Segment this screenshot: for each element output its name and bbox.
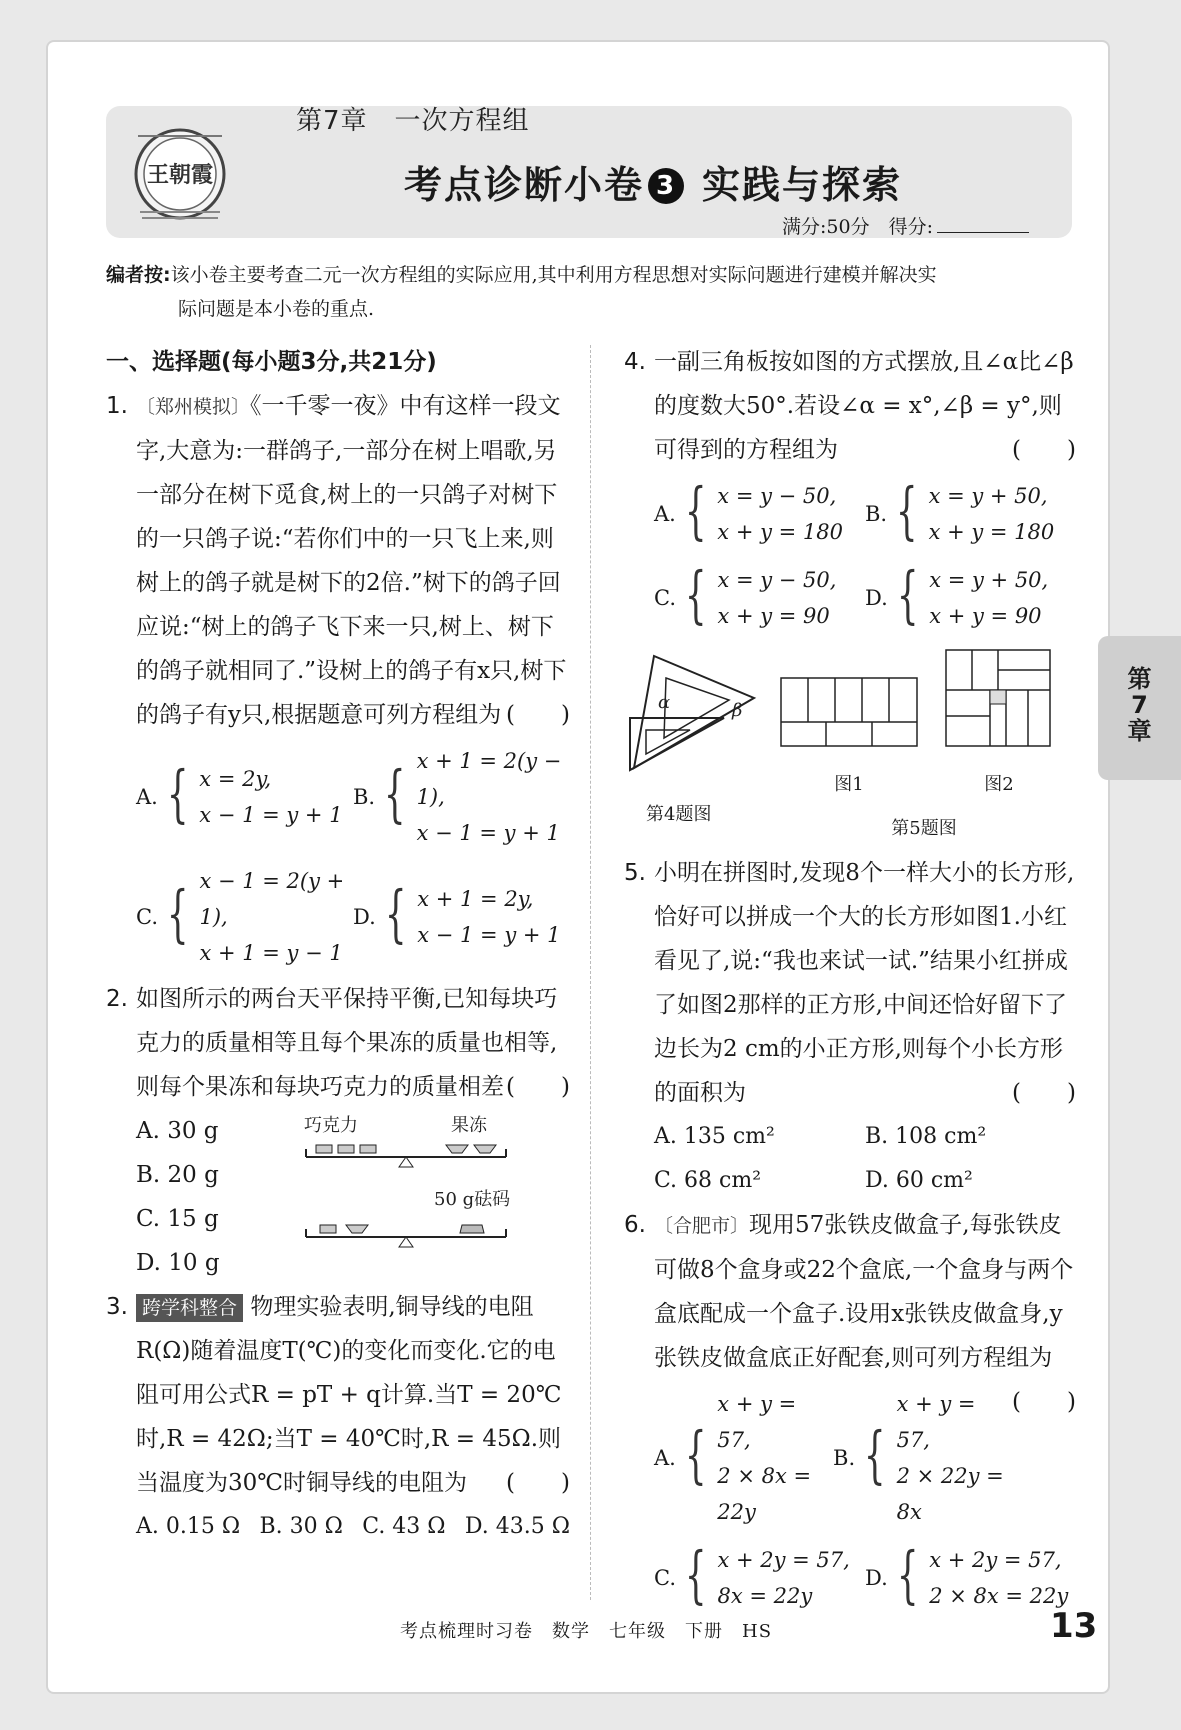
q6-c-label: C. [654,1566,676,1590]
fig1-label: 图1 [834,774,864,795]
section-heading: 一、选择题(每小题3分,共21分) [106,349,437,375]
triangle-figure [624,648,764,778]
q6-option-b[interactable]: B. { x + y = 57, 2 × 22y = 8x [833,1386,1012,1530]
q1-text: 《一千零一夜》中有这样一段文字,大意为:一群鸽子,一部分在树上唱歌,另一部分在树下觅食,树上的一只鸽子对树下的一只鸽子说:“若你们中的一只飞上来,则树上的鸽子就是树下的2倍.”树下的鸽子回应说:“树上的鸽子飞下来一只,树上、树下的鸽子就相同了.”设树上的鸽子有x只,树下的鸽子有y只,根据题意可列方程组为 [136,393,567,728]
side-tab-line1: 第 [1127,665,1152,693]
q3-answer-paren[interactable]: ( ) [506,1470,570,1496]
q6-d-eq1: x + 2y = 57, [929,1548,1062,1572]
q1-c-eq1: x − 1 = 2(y + 1), [199,869,345,929]
q5-option-d[interactable]: D. 60 cm² [865,1168,973,1193]
q1-c-eq2: x + 1 = y − 1 [199,941,343,965]
balance-figure [286,1109,556,1279]
question-4 [624,340,1076,640]
q5-option-a[interactable]: A. 135 cm² [654,1124,775,1149]
q4-c-label: C. [654,586,676,610]
q6-option-a[interactable]: A. { x + y = 57, 2 × 8x = 22y [654,1386,833,1530]
title-number: 3 [648,168,684,204]
figures-row [624,648,1076,851]
beta-label: β [732,700,743,721]
q4-a-eq1: x = y − 50, [717,484,837,508]
left-column [106,340,570,1549]
title-suffix: 实践与探索 [702,163,903,207]
fig2-label: 图2 [984,774,1014,795]
q6-c-eq2: 8x = 22y [717,1584,813,1608]
q1-option-c[interactable]: C. { x − 1 = 2(y + 1), x + 1 = y − 1 [136,863,353,971]
q6-answer-paren[interactable]: ( ) [1012,1389,1076,1415]
q6-c-eq1: x + 2y = 57, [717,1548,850,1572]
title-prefix: 考点诊断小卷 [404,163,645,207]
q4-a-label: A. [654,502,676,526]
q2-option-c[interactable]: C. 15 g [136,1206,219,1232]
q1-d-label: D. [353,905,376,929]
q3-option-b[interactable]: B. 30 Ω [259,1514,343,1539]
q1-a-eq1: x = 2y, [199,767,272,791]
note-label: 编者按: [106,264,171,286]
q1-tag: 〔郑州模拟〕 [136,396,251,418]
q6-option-d[interactable]: D. { x + 2y = 57, 2 × 8x = 22y [865,1542,1076,1614]
q6-b-eq1: x + y = 57, [896,1392,976,1452]
q4-b-eq1: x = y + 50, [928,484,1048,508]
q3-option-d[interactable]: D. 43.5 Ω [464,1514,570,1539]
q4-d-eq2: x + y = 90 [929,604,1042,628]
score-text: 满分:50分 得分: [782,216,933,238]
q6-a-eq1: x + y = 57, [717,1392,797,1452]
page-footer: 考点梳理时习卷 数学 七年级 下册 HS [400,1621,773,1642]
label-weight: 50 g砝码 [434,1189,511,1210]
q1-b-label: B. [353,785,376,809]
q1-a-label: A. [136,785,158,809]
q4-text: 一副三角板按如图的方式摆放,且∠α比∠β的度数大50°.若设∠α = x°,∠β = y°,则可得到的方程组为 [654,349,1074,463]
q4-b-eq2: x + y = 180 [928,520,1055,544]
q4-figure-caption: 第4题图 [646,804,712,825]
q6-option-c[interactable]: C. { x + 2y = 57, 8x = 22y [654,1542,865,1614]
label-jelly: 果冻 [451,1115,487,1136]
q4-d-label: D. [865,586,888,610]
note-line2: 际问题是本小卷的重点. [178,298,375,320]
q1-option-d[interactable]: D. { x + 1 = 2y, x − 1 = y + 1 [353,863,570,971]
q6-b-label: B. [833,1446,856,1470]
question-6 [624,1203,1076,1620]
editor-note [106,258,1072,326]
q6-d-label: D. [865,1566,888,1590]
q4-option-b[interactable]: B. { x = y + 50, x + y = 180 [865,478,1076,550]
q3-badge: 跨学科整合 [136,1294,243,1322]
side-tab-line3: 章 [1127,717,1152,745]
publisher-logo [128,116,232,228]
score-blank[interactable] [937,216,1029,233]
side-tab-line2: 7 [1131,691,1148,719]
q5-number: 5. [624,860,646,886]
q6-d-eq2: 2 × 8x = 22y [929,1584,1069,1608]
q2-answer-paren[interactable]: ( ) [506,1074,570,1100]
q1-option-a[interactable]: A. { x = 2y, x − 1 = y + 1 [136,743,353,851]
q4-number: 4. [624,349,646,375]
q6-text: 现用57张铁皮做盒子,每张铁皮可做8个盒身或22个盒底,一个盒身与两个盒底配成一个盒子.设用x张铁皮做盒身,y张铁皮做盒底正好配套,则可列方程组为 [654,1212,1074,1371]
q5-figure-caption: 第5题图 [891,818,957,839]
q4-c-eq2: x + y = 90 [717,604,830,628]
question-1 [106,384,570,977]
column-divider [590,345,591,1600]
q5-option-b[interactable]: B. 108 cm² [865,1124,987,1149]
q1-a-eq2: x − 1 = y + 1 [199,803,343,827]
puzzle-figure-1 [779,648,919,748]
q3-number: 3. [106,1294,128,1320]
q6-b-eq2: 2 × 22y = 8x [896,1464,1004,1524]
q3-option-c[interactable]: C. 43 Ω [362,1514,446,1539]
chapter-side-tab[interactable] [1098,636,1181,780]
q5-option-c[interactable]: C. 68 cm² [654,1168,762,1193]
puzzle-figure-2 [944,648,1054,748]
q1-c-label: C. [136,905,158,929]
q6-a-label: A. [654,1446,676,1470]
q3-text: 物理实验表明,铜导线的电阻R(Ω)随着温度T(℃)的变化而变化.它的电阻可用公式R = pT + q计算.当T = 20℃时,R = 42Ω;当T = 40℃时,R = 45Ω.则当温度为30℃时铜导线的电阻为 [136,1294,562,1496]
chapter-label: 第7章 一次方程组 [296,106,530,136]
q4-option-c[interactable]: C. { x = y − 50, x + y = 90 [654,562,865,634]
question-3 [106,1285,570,1549]
q4-a-eq2: x + y = 180 [717,520,843,544]
q5-text: 小明在拼图时,发现8个一样大小的长方形,恰好可以拼成一个大的长方形如图1.小红看见了,说:“我也来试一试.”结果小红拼成了如图2那样的正方形,中间还恰好留下了边长为2 cm的小正方形,则每个小长方形的面积为 [654,860,1075,1106]
q4-option-a[interactable]: A. { x = y − 50, x + y = 180 [654,478,865,550]
q6-number: 6. [624,1212,646,1238]
q2-option-b[interactable]: B. 20 g [136,1162,219,1188]
score-line [782,212,1029,239]
q6-tag: 〔合肥市〕 [654,1215,750,1237]
q4-d-eq1: x = y + 50, [929,568,1049,592]
q4-answer-paren[interactable]: ( ) [1012,437,1076,463]
q2-option-a[interactable]: A. 30 g [136,1118,219,1144]
q2-number: 2. [106,986,128,1012]
q1-answer-paren[interactable]: ( ) [506,702,570,728]
q1-b-eq2: x − 1 = y + 1 [416,821,560,845]
q4-option-d[interactable]: D. { x = y + 50, x + y = 90 [865,562,1076,634]
right-column [624,340,1076,1620]
q6-a-eq2: 2 × 8x = 22y [717,1464,812,1524]
page-title [404,154,902,209]
q1-d-eq1: x + 1 = 2y, [417,887,534,911]
q1-b-eq1: x + 1 = 2(y − 1), [416,749,562,809]
alpha-label: α [658,692,671,713]
q1-d-eq2: x − 1 = y + 1 [417,923,561,947]
q4-b-label: B. [865,502,888,526]
q3-option-a[interactable]: A. 0.15 Ω [136,1514,241,1539]
q2-text: 如图所示的两台天平保持平衡,已知每块巧克力的质量相等且每个果冻的质量也相等,则每个果冻和每块巧克力的质量相差 [136,986,558,1100]
page-number: 13 [1050,1606,1098,1646]
label-chocolate: 巧克力 [304,1115,358,1136]
q1-option-b[interactable]: B. { x + 1 = 2(y − 1), x − 1 = y + 1 [353,743,570,851]
q5-answer-paren[interactable]: ( ) [1012,1080,1076,1106]
question-5 [624,851,1076,1203]
logo-text: 王朝霞 [146,163,214,188]
q4-c-eq1: x = y − 50, [717,568,837,592]
q1-number: 1. [106,393,128,419]
q2-option-d[interactable]: D. 10 g [136,1250,220,1276]
question-2 [106,977,570,1285]
note-line1: 该小卷主要考查二元一次方程组的实际应用,其中利用方程思想对实际问题进行建模并解决实 [170,264,937,286]
